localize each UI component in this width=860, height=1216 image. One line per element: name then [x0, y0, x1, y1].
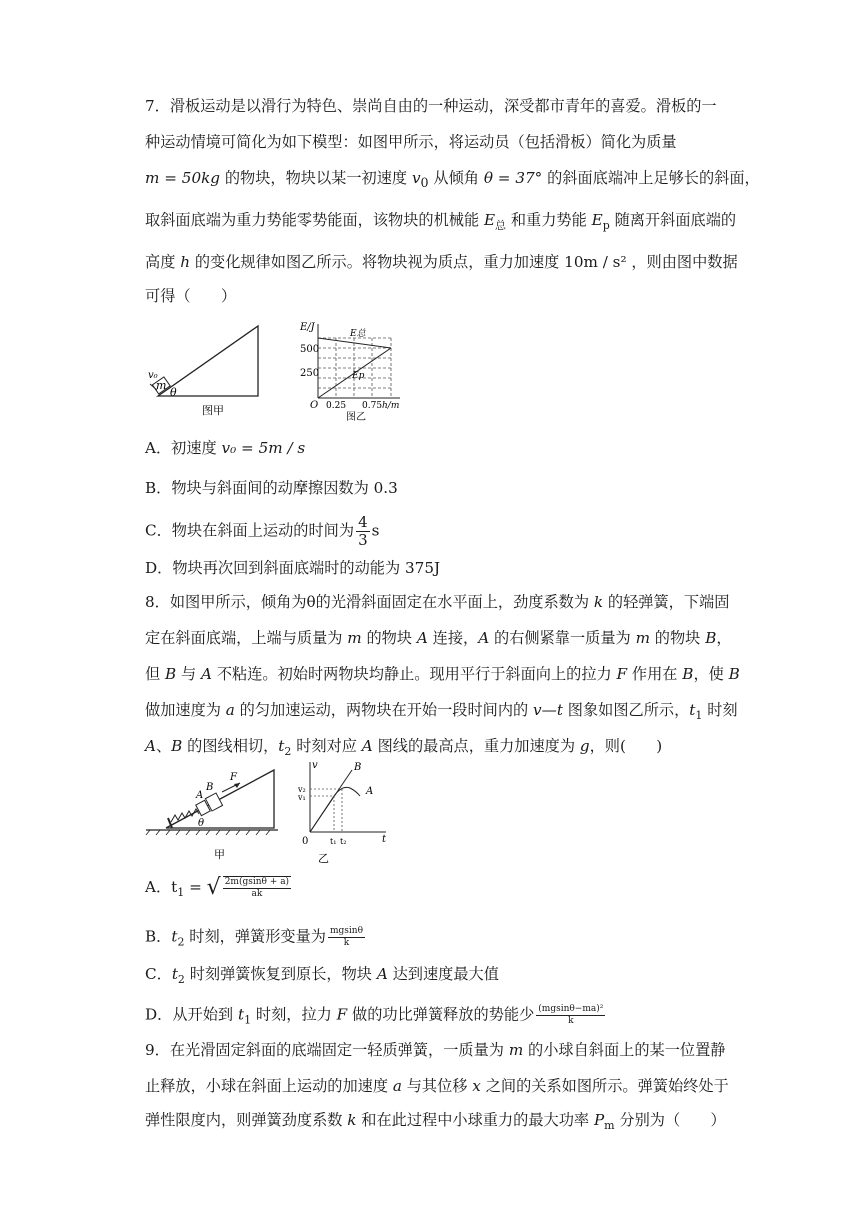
q8-math: B	[705, 629, 717, 647]
q8-angle-label: θ	[198, 818, 205, 829]
q7-v0-sub: 0	[420, 175, 429, 191]
q8-math: F	[616, 665, 628, 683]
q8-incline-shape	[166, 770, 274, 828]
q8-text: ，则( )	[589, 737, 663, 755]
q8-text: 、	[155, 737, 172, 755]
q9-text-line-2	[145, 1076, 729, 1096]
q7-text: 的斜面底端冲上足够长的斜面，	[542, 169, 760, 187]
q9-text-line-3	[145, 1110, 726, 1136]
q7-graph-y250: 250	[300, 368, 320, 379]
q8-math: A	[478, 629, 490, 647]
q9-text: 之间的关系如图所示。弹簧始终处于	[480, 1077, 729, 1095]
q8-graph-v2: v₂	[298, 785, 306, 794]
q7-graph-etot-label: E总	[350, 329, 366, 339]
q7-ep-math: E	[591, 211, 603, 229]
q8-text: 图象如图乙所示，	[562, 701, 690, 719]
q8-option-b-label: B．	[145, 927, 172, 946]
q7-option-d-label: D．物块再次回到斜面底端时的动能为	[145, 559, 406, 577]
q7-graph-y500: 500	[300, 344, 320, 355]
q9-math: P	[593, 1111, 605, 1129]
q7-option-c	[145, 514, 379, 549]
q8-sub: 2	[177, 973, 185, 987]
q8-text: 时刻	[702, 701, 738, 719]
q7-option-a-math: v₀ = 5m / s	[221, 439, 306, 457]
q7-graph-x075: 0.75	[362, 401, 383, 411]
q7-figure-energy-graph	[296, 316, 416, 426]
q8-text: 8．如图甲所示，倾角为θ的光滑斜面固定在水平面上，劲度系数为	[145, 593, 594, 611]
q7-text: 的变化规律如图乙所示。将物块视为质点，重力加速度	[190, 253, 565, 271]
q8-fig-a-caption: 甲	[214, 848, 225, 861]
q7-graph-origin: O	[310, 400, 319, 411]
q8-text: 的物块	[649, 629, 706, 647]
q8-math: A	[376, 965, 388, 983]
q8-graph-t1: t₁	[330, 837, 337, 846]
q8-graph-a-label: A	[366, 786, 374, 797]
q8-figure-incline-spring	[142, 762, 282, 862]
q8-sub: 1	[244, 1013, 252, 1027]
q8-math: t	[556, 701, 563, 719]
q7-text: ，则由图中数据	[626, 253, 738, 271]
q8-graph-v1: v₁	[298, 793, 306, 802]
q8-text-line-2	[145, 628, 732, 648]
q8-text: 做加速度为	[145, 701, 226, 719]
q8-text-line-4	[145, 700, 738, 726]
q7-fig-b-caption: 图乙	[346, 412, 366, 423]
q8-spring-shape	[171, 809, 199, 822]
q8-text-line-5	[145, 736, 662, 762]
q8-math: t	[689, 701, 696, 719]
q7-graph-x025: 0.25	[326, 401, 347, 411]
q8-graph-t2: t₂	[340, 837, 347, 846]
q8-text: 做的功比弹簧释放的势能少	[347, 1005, 535, 1024]
q8-math: v	[533, 701, 542, 719]
q7-option-c-num: 4	[358, 513, 368, 531]
q8-text: 时刻弹簧恢复到原长，物块	[184, 965, 377, 983]
q7-option-c-unit: s	[371, 521, 380, 540]
q8-option-b	[145, 926, 367, 953]
q7-v0-math: v	[411, 169, 421, 187]
q7-h-math: h	[180, 253, 190, 271]
q8-math: k	[593, 593, 604, 611]
q8-text: 的轻弹簧，下端固	[603, 593, 730, 611]
q7-option-d-value: 375J	[405, 559, 441, 577]
q7-etot-sub: 总	[495, 219, 507, 233]
q8-option-d-den: k	[568, 1016, 574, 1026]
q8-math: B	[171, 737, 183, 755]
q8-math: B	[728, 665, 740, 683]
q7-text: 随离开斜面底端的	[609, 211, 737, 229]
q8-option-d-fraction	[536, 1004, 605, 1027]
q7-g-math: 10m / s²	[564, 253, 627, 271]
q7-v0-label: v₀	[148, 370, 158, 381]
q7-text: 和重力势能	[506, 211, 592, 229]
q8-text: 连接，	[427, 629, 479, 647]
q9-text: 与其位移	[401, 1077, 473, 1095]
q8-math: F	[336, 1005, 348, 1024]
q8-option-b-fraction	[328, 926, 365, 949]
q9-text: 分别为（ ）	[614, 1111, 726, 1129]
q9-math: x	[472, 1077, 481, 1095]
q8-text: 时刻，弹簧形变量为	[184, 927, 326, 946]
q8-text: 图线的最高点，重力加速度为	[372, 737, 580, 755]
q7-graph-xlabel: h/m	[382, 401, 400, 411]
q8-option-c-label: C．	[145, 965, 172, 983]
q8-math: A	[361, 737, 373, 755]
q8-text-line-3	[145, 664, 740, 684]
q7-ep-sub: p	[602, 219, 610, 233]
q8-math: A	[145, 737, 156, 755]
q8-graph-origin: 0	[302, 836, 309, 847]
q8-option-a-den: ak	[251, 889, 263, 899]
q8-option-a-sqrt: √ $\frac{2m(gsin\theta + a)}{ak}$	[206, 875, 290, 900]
q7-text-line-2: 种运动情境可简化为如下模型：如图甲所示，将运动员（包括滑板）简化为质量	[145, 133, 677, 151]
q8-option-d	[145, 1004, 607, 1031]
q9-math: m	[508, 1041, 524, 1059]
q8-option-d-label: D．从开始到	[145, 1005, 238, 1024]
q8-text: 的右侧紧靠一质量为	[489, 629, 636, 647]
q8-option-a-num: 2m(gsinθ + a)	[224, 877, 290, 887]
q9-math: k	[347, 1111, 357, 1129]
q7-option-a	[145, 438, 305, 458]
q8-math: B	[682, 665, 694, 683]
q7-option-d	[145, 558, 440, 578]
q8-option-a-eq: =	[184, 878, 207, 896]
q8-text: 的匀加速运动，两物块在开始一段时间内的	[234, 701, 534, 719]
q8-math: t	[278, 737, 285, 755]
q7-option-c-fraction	[356, 514, 370, 549]
q8-math: m	[347, 629, 362, 647]
q8-text: 的物块	[361, 629, 417, 647]
q8-text: 达到速度最大值	[387, 965, 499, 983]
q7-etot-line	[318, 338, 391, 348]
q8-option-a-sub: 1	[177, 886, 185, 900]
q8-math: t	[237, 1005, 245, 1024]
q8-text: ，	[716, 629, 732, 647]
q7-option-a-label: A．初速度	[145, 439, 222, 457]
q8-graph-b-label: B	[354, 762, 362, 773]
q7-graph-ep-label: Ep	[352, 371, 365, 381]
q8-text: 时刻对应	[291, 737, 362, 755]
q7-block-label: m	[156, 379, 167, 392]
q8-text: 作用在	[627, 665, 683, 683]
q7-text-line-3	[145, 168, 760, 193]
q9-text-line-1	[145, 1040, 725, 1060]
q8-math: m	[635, 629, 650, 647]
q7-graph-ylabel: E/J	[300, 322, 315, 333]
q8-sub: 2	[177, 935, 185, 949]
q8-text: 但	[145, 665, 166, 683]
q7-etot-math: E	[483, 211, 496, 229]
q8-text: ，使	[693, 665, 729, 683]
q8-option-b-den: k	[343, 938, 350, 948]
q8-block-b-label: B	[206, 782, 214, 793]
q8-sub: 2	[284, 745, 292, 759]
q8-graph-v-label: v	[312, 760, 318, 771]
q7-text-line-6: 可得（ ）	[145, 287, 237, 305]
q8-text: —	[541, 701, 557, 719]
q7-fig-a-caption: 图甲	[202, 404, 224, 417]
q8-option-a	[145, 876, 293, 903]
q8-option-c	[145, 964, 499, 990]
q8-force-label: F	[230, 772, 237, 783]
q7-angle-label: θ	[170, 386, 177, 399]
q7-option-c-den: 3	[358, 531, 368, 549]
q8-text-line-1	[145, 592, 729, 612]
q9-sub: m	[604, 1119, 615, 1133]
q9-text: 弹性限度内，则弹簧劲度系数	[145, 1111, 348, 1129]
q8-graph-t-label: t	[382, 834, 387, 845]
q8-sub: 1	[695, 709, 703, 723]
q8-math: B	[165, 665, 177, 683]
q8-math: t	[171, 927, 178, 946]
q8-text: 定在斜面底端，上端与质量为	[145, 629, 348, 647]
q8-math: a	[225, 701, 235, 719]
q8-figure-vt-graph	[298, 756, 398, 866]
q7-text: 从倾角	[428, 169, 484, 187]
q7-text-line-4	[145, 210, 736, 236]
q8-text: 不粘连。初始时两物块均静止。现用平行于斜面向上的拉力	[212, 665, 617, 683]
q8-block-a-label: A	[196, 790, 204, 801]
q7-text: 取斜面底端为重力势能零势能面，该物块的机械能	[145, 211, 484, 229]
q8-ground-hatch	[146, 830, 270, 835]
q7-text-line-1: 7．滑板运动是以滑行为特色、崇尚自由的一种运动，深受都市青年的喜爱。滑板的一	[145, 97, 717, 115]
q9-text: 的小球自斜面上的某一位置静	[523, 1041, 726, 1059]
q8-math: A	[201, 665, 212, 683]
q8-option-d-num: (mgsinθ−ma)²	[538, 1004, 604, 1014]
q7-text: 的物块，物块以某一初速度	[220, 169, 412, 187]
q8-fig-b-caption: 乙	[318, 852, 329, 865]
q8-text: 与	[176, 665, 202, 683]
q8-option-a-label: A．t	[145, 878, 178, 896]
q9-math: a	[392, 1077, 402, 1095]
q7-mass-math: m = 50kg	[145, 169, 221, 187]
q7-option-c-label: C．物块在斜面上运动的时间为	[145, 521, 355, 540]
q8-math: g	[579, 737, 590, 755]
q8-option-b-num: mgsinθ	[329, 926, 363, 936]
q9-text: 9．在光滑固定斜面的底端固定一轻质弹簧，一质量为	[145, 1041, 509, 1059]
q8-math: t	[171, 965, 178, 983]
q7-angle-math: θ = 37°	[483, 169, 543, 187]
q7-figure-incline	[140, 318, 270, 418]
q7-option-b: B．物块与斜面间的动摩擦因数为 0.3	[145, 479, 398, 497]
q9-text: 止释放，小球在斜面上运动的加速度	[145, 1077, 393, 1095]
q9-text: 和在此过程中小球重力的最大功率	[356, 1111, 594, 1129]
q7-text: 高度	[145, 253, 181, 271]
q8-curve-a	[310, 787, 360, 832]
q7-text-line-5	[145, 252, 738, 272]
q8-text: 的图线相切，	[182, 737, 279, 755]
q8-text: 时刻，拉力	[251, 1005, 337, 1024]
q8-math: A	[416, 629, 428, 647]
